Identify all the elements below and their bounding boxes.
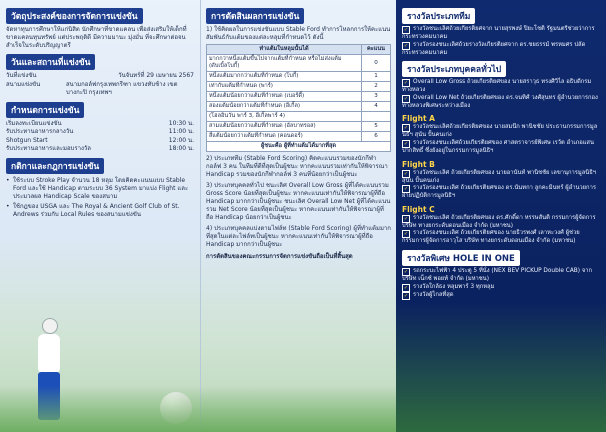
brochure-column-right bbox=[396, 0, 606, 432]
award-text: รางวัลรองชนะเลิศถ้วยรางวัลเกียรติยศจาก ดร.ชยธรรม์ พรหมศร ปลัดกระทรวงคมนาคม bbox=[402, 41, 586, 56]
row-label: สองแต้มน้อยกว่าแต้มที่กำหนด (อีเกิ้ล) bbox=[207, 102, 362, 112]
judging-note: การตัดสินของคณะกรรมการจัดการแข่งขันถือเป็นที่สิ้นสุด bbox=[206, 253, 353, 260]
award-text: Overall Low Net ถ้วยเกียรติยศของ ดร.จนทิศ์ วงศ์สุนทร ผู้อำนวยการกองทางหลวงพิเศษระหว่างเมือง bbox=[402, 94, 598, 109]
award-text: รางวัลรองชนะเลิศ ถ้วยเกียรติยศของ นายธิวรพงศ์ เลาหะวงศ์ ผู้ช่วยกรรมการผู้จัดการอาวุโส บริษัท ทางยกระดับดอนเมือง จำกัด (มหาชน) bbox=[402, 230, 580, 245]
grass-background bbox=[0, 386, 396, 432]
schedule-item-time: 11:00 น. bbox=[168, 128, 194, 135]
judging-point: 4) ประเภทบุคคลแบ่งตามไฟล์ท (Stable Ford Scoring) ผู้ที่ทำแต้มมากที่สุดในแต่ละไฟล์ทเป็นผู้ชนะ หากคะแนนเท่ากันให้พิจารณาผู้ที่ถือ Handicap มากกว่าเป็นผู้ชนะ bbox=[206, 225, 391, 248]
award-text: Overall Low Gross ถ้วยเกียรติยศของ นายสราวุธ ทรงศิวิไล อธิบดีกรมทางหลวง bbox=[402, 79, 592, 94]
row-label: มากกว่าหนึ่งแต้มขึ้นไปจากแต้มที่กำหนด หรือไม่ส่งแต้ม (ดับเบิ้ลโบกี้) bbox=[207, 55, 362, 72]
table-row bbox=[207, 132, 391, 142]
award-item bbox=[402, 42, 600, 58]
objective-heading: วัตถุประสงค์ของการจัดการแข่งขัน bbox=[6, 8, 143, 24]
table-row bbox=[207, 55, 391, 72]
checkbox-icon: ✓ bbox=[403, 268, 409, 275]
individual-award-heading: รางวัลประเภทบุคคลทั่วไป bbox=[402, 61, 506, 77]
date-label: วันที่แข่งขัน bbox=[6, 72, 37, 79]
rule-item: • ใช้กฎของ USGA และ The Royal & Ancient Golf Club of St. Andrews ร่วมกับ Local Rules ของสนามแข่งขัน bbox=[6, 203, 194, 219]
flight-a-heading: Flight A bbox=[402, 114, 435, 124]
team-award-heading: รางวัลประเภททีม bbox=[402, 8, 475, 24]
table-row bbox=[207, 92, 391, 102]
checkbox-icon: ✓ bbox=[403, 231, 409, 238]
schedule-item bbox=[6, 137, 194, 146]
award-text: รางวัลชนะเลิศ ถ้วยเกียรติยศของ ดร.ศักดิ์ดา หรรษสันติ กรรมการผู้จัดการ บริษัท ทางยกระดับดอนเมือง จำกัด (มหาชน) bbox=[402, 214, 596, 229]
judging-intro: 1) ใช้คิดผลในการแข่งขันแบบ Stable Ford ทำการโหลกการให้คะแนนสัมพันธ์กับแต้มของแต่ละหลุมที่กำหนดไว้ ดังนี้ bbox=[206, 26, 391, 41]
schedule-item bbox=[6, 145, 194, 154]
row-points bbox=[362, 112, 391, 122]
schedule-item-label: เริ่มลงทะเบียนแข่งขัน bbox=[6, 119, 62, 127]
award-item bbox=[402, 185, 600, 201]
row-points: 4 bbox=[362, 102, 391, 112]
date-value: วันจันทร์ที่ 29 เมษายน 2567 bbox=[118, 72, 194, 79]
award-item bbox=[402, 284, 600, 292]
award-item bbox=[402, 140, 600, 156]
award-text: รางวัลชนะเลิศถ้วยเกียรติยศของ นายสมนึก พานิชชัย ประธานกรรมการมูลนิธิฯ สุนัน ปั้นคนเก่ง bbox=[402, 124, 598, 139]
award-text: รางวัลใกล้ธง หลุมพาร์ 3 ทุกหลุม bbox=[413, 283, 495, 290]
row-points: 1 bbox=[362, 72, 391, 82]
award-item bbox=[402, 170, 600, 186]
table-header-row bbox=[207, 45, 391, 55]
table-row bbox=[207, 122, 391, 132]
judging-point: 2) ประเภททีม (Stable Ford Scoring) คิดคะแนนรวมของนักกีฬากอล์ฟ 3 คน ในทีมที่ดีที่สุดเป็นผู้ชนะ หากคะแนนรวมเท่ากันให้พิจารณา Handicap รวมของนักกีฬากอล์ฟ 3 คนที่น้อยกว่าเป็นผู้ชนะ bbox=[206, 155, 388, 178]
rule-item: • ใช้ระบบ Stroke Play จำนวน 18 หลุม โดยคิดคะแนนแบบ Stable Ford และใช้ Handicap ตามระบบ 36 System มาแบ่ง Flight และประมวลผล Handicap Scale ของสนาม bbox=[6, 177, 194, 201]
row-points: 5 bbox=[362, 122, 391, 132]
row-label: สี่แต้มน้อยกว่าแต้มที่กำหนด (คอนดอร์) bbox=[207, 132, 362, 142]
checkbox-icon: ✓ bbox=[403, 215, 409, 222]
row-label: เท่ากับแต้มที่กำหนด (พาร์) bbox=[207, 82, 362, 92]
award-item bbox=[402, 215, 600, 231]
table-row bbox=[207, 112, 391, 122]
rules-heading: กติกาและกฎการแข่งขัน bbox=[6, 158, 104, 174]
award-item bbox=[402, 292, 600, 300]
award-text: รางวัลชนะเลิศถ้วยเกียรติยศจาก นายสุรพงษ์ ปิยะโชติ รัฐมนตรีช่วยว่าการกระทรวงคมนาคม bbox=[402, 26, 595, 40]
award-item bbox=[402, 124, 600, 140]
row-points: 3 bbox=[362, 92, 391, 102]
row-points: 6 bbox=[362, 132, 391, 142]
award-text: รถกระบะไฟฟ้า 4 ประตู 5 ที่นั่ง (NEX BEV PICKUP Double CAB) จากบริษัท เน็กซ์ พอยท์ จำกัด (มหาชน) bbox=[402, 267, 593, 282]
schedule-item-label: Shotgun Start bbox=[6, 136, 48, 144]
judging-point: 3) ประเภทบุคคลทั่วไป ชนะเลิศ Overall Low Gross ผู้ที่ได้คะแนนรวม Gross Score น้อยที่สุดเป็นผู้ชนะ หากคะแนนเท่ากันให้พิจารณาผู้ที่ถือ Handicap มากกว่าเป็นผู้ชนะ ชนะเลิศ Overall Low Net ผู้ที่ได้คะแนนรวม Net Score น้อยที่สุดเป็นผู้ชนะ หากคะแนนเท่ากันให้พิจารณาผู้ที่ถือ Handicap น้อยกว่าเป็นผู้ชนะ bbox=[206, 182, 391, 221]
row-label: หนึ่งแต้มมากกว่าแต้มที่กำหนด (โบกี้) bbox=[207, 72, 362, 82]
row-label: สามแต้มน้อยกว่าแต้มที่กำหนด (อัลบาทรอส) bbox=[207, 122, 362, 132]
schedule-heading: กำหนดการแข่งขัน bbox=[6, 102, 84, 118]
judging-heading: การตัดสินผลการแข่งขัน bbox=[206, 8, 304, 24]
venue-label: สนามแข่งขัน bbox=[6, 80, 41, 88]
table-header: คะแนน bbox=[362, 45, 391, 55]
flight-b-heading: Flight B bbox=[402, 159, 435, 169]
brochure-column-left bbox=[0, 0, 200, 432]
schedule-item-label: รับประทานอาหารและมอบรางวัล bbox=[6, 145, 91, 152]
checkbox-icon: ✓ bbox=[403, 292, 409, 299]
schedule-item-time: 18:00 น. bbox=[168, 145, 194, 152]
schedule-list bbox=[6, 120, 194, 154]
row-label: (โฮลอินวัน พาร์ 3, อีเกิ้ลพาร์ 4) bbox=[207, 112, 362, 122]
checkbox-icon: ✓ bbox=[403, 27, 409, 33]
checkbox-icon: ✓ bbox=[403, 140, 409, 147]
table-footer: ผู้ชนะคือ ผู้ที่ทำแต้มได้มากที่สุด bbox=[207, 142, 391, 152]
schedule-item bbox=[6, 120, 194, 129]
checkbox-icon: ✓ bbox=[403, 95, 409, 102]
date-row bbox=[6, 72, 194, 81]
flight-c-heading: Flight C bbox=[402, 204, 435, 214]
checkbox-icon: ✓ bbox=[403, 284, 409, 291]
objective-text: จัดหาทุนการศึกษาให้แก่นิสิต นักศึกษาที่ขาดแคลน เพื่อส่งเสริมให้เด็กที่ขาดแคลนทุนทรัพย์ แต่ประพฤติดี มีความมานะ มุ่งมั่น ที่จะศึกษาต่อจนสำเร็จในระดับปริญญาตรี bbox=[6, 26, 187, 49]
brochure-column-middle bbox=[200, 0, 396, 432]
award-item bbox=[402, 26, 600, 42]
table-row bbox=[207, 82, 391, 92]
checkbox-icon: ✓ bbox=[403, 170, 409, 177]
schedule-item-time: 12:00 น. bbox=[168, 136, 194, 144]
award-item bbox=[402, 230, 600, 246]
table-footer-row bbox=[207, 142, 391, 152]
checkbox-icon: ✓ bbox=[403, 186, 409, 193]
award-text: รางวัลรองชนะเลิศ ถ้วยเกียรติยศของ ดร.นันทกา ลูกคะมินทร์ ผู้อำนวยการฝ่ายปฏิบัติการมูลนิธิฯ bbox=[402, 185, 596, 200]
schedule-item-label: รับประทานอาหารกลางวัน bbox=[6, 128, 74, 135]
row-points: 2 bbox=[362, 82, 391, 92]
row-points: 0 bbox=[362, 55, 391, 72]
table-header: ทำแต้มในหลุมนั้นได้ bbox=[207, 45, 362, 55]
table-row bbox=[207, 102, 391, 112]
venue-row bbox=[6, 81, 194, 98]
checkbox-icon: ✓ bbox=[403, 125, 409, 132]
award-item bbox=[402, 95, 600, 111]
award-text: รางวัลผู้ไกลที่สุด bbox=[413, 291, 454, 298]
hole-in-one-heading: รางวัลพิเศษ HOLE IN ONE bbox=[402, 250, 520, 266]
row-label: หนึ่งแต้มน้อยกว่าแต้มที่กำหนด (เบอร์ดี้) bbox=[207, 92, 362, 102]
table-row bbox=[207, 72, 391, 82]
award-text: รางวัลชนะเลิศ ถ้วยเกียรติยศของ นายอานันท์ พานิชชัย เลขานุการมูลนิธิฯ สุนัน ปั้นคนเก่ง bbox=[402, 169, 597, 184]
stableford-points-table bbox=[206, 44, 391, 152]
schedule-item bbox=[6, 128, 194, 137]
award-text: รางวัลรองชนะเลิศถ้วยเกียรติยศของ ศาสตราจารย์พิเศษ เรวัต อำเภอแสนปากสิทธิ์ ซึ่งยังอยู่ในกรรมการมูลนิธิฯ bbox=[402, 139, 594, 154]
award-item bbox=[402, 79, 600, 95]
award-item bbox=[402, 268, 600, 284]
date-place-heading: วันและสถานที่แข่งขัน bbox=[6, 54, 95, 70]
schedule-item-time: 10:30 น. bbox=[168, 119, 194, 127]
checkbox-icon: ✓ bbox=[403, 80, 409, 87]
checkbox-icon: ✓ bbox=[403, 42, 409, 49]
venue-value: สนามกอล์ฟกรุงเทพกรีฑา แขวงทับช้าง เขตบางกะปิ กรุงเทพฯ bbox=[66, 80, 178, 96]
